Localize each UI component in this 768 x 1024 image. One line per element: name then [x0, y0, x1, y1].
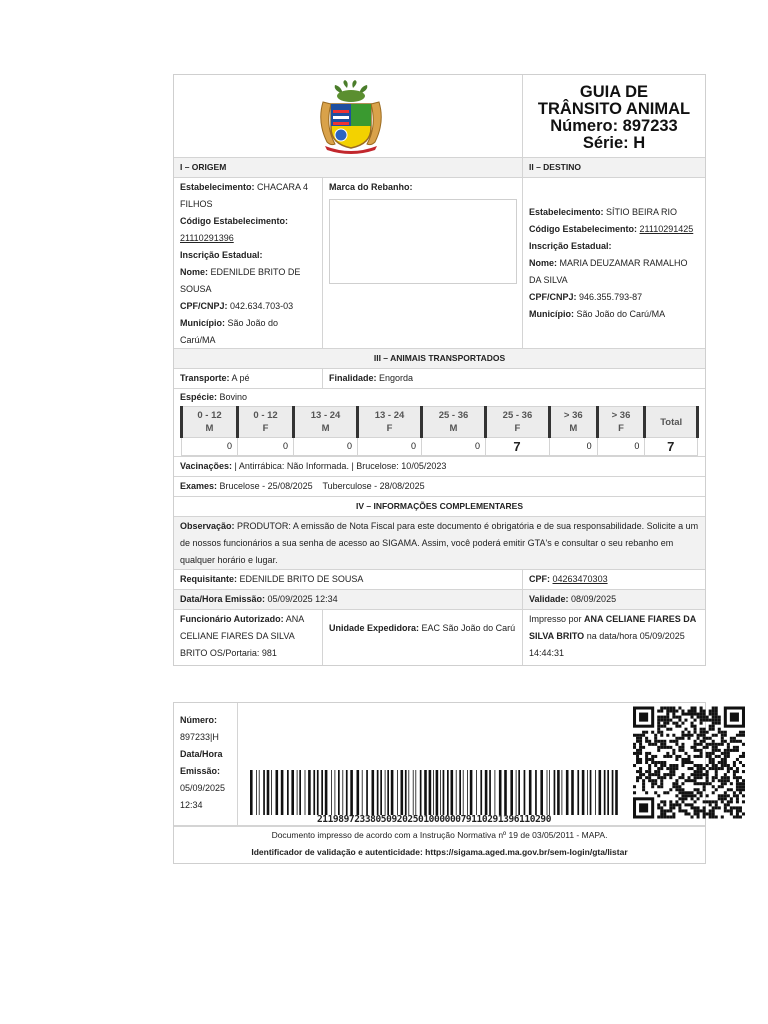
requester-cell: Requisitante: EDENILDE BRITO DE SOUSA: [180, 574, 364, 584]
vaccinations-row: [174, 457, 705, 477]
destination-section-title: II – DESTINO: [522, 158, 705, 177]
species-row: [174, 389, 705, 406]
authorized-employee-cell: Funcionário Autorizado: ANA CELIANE FIARES DA SILVA BRITO OS/Portaria: 981: [180, 614, 304, 658]
animals-table-values: [182, 438, 698, 456]
herd-brand-cell: [322, 178, 522, 348]
state-coat-of-arms-icon: [317, 80, 385, 154]
origin-destination-headers: [174, 158, 705, 178]
info-section-title: IV – INFORMAÇÕES COMPLEMENTARES: [355, 501, 524, 511]
origin-details: [174, 178, 322, 348]
origin-name: Nome: EDENILDE BRITO DE SOUSA: [180, 267, 301, 294]
form-header: [174, 75, 705, 158]
requester-row: [174, 570, 705, 590]
exams-row: [174, 477, 705, 497]
species-cell: Espécie: Bovino: [180, 392, 248, 402]
gta-form: [173, 74, 706, 666]
destination-code: Código Estabelecimento: 21110291425: [529, 224, 694, 234]
destination-name: Nome: MARIA DEUZAMAR RAMALHO DA SILVA: [529, 258, 688, 285]
stub-number-label: Número:: [180, 715, 218, 725]
age-column-2: 13 - 24 M: [294, 407, 358, 438]
herd-brand-box: [329, 199, 517, 284]
origin-code: Código Estabelecimento: 21110291396: [180, 216, 289, 243]
stub-date-label: Data/Hora Emissão:: [180, 749, 223, 776]
animals-table: [180, 406, 699, 456]
vaccinations-cell: Vacinações: | Antirrábica: Não Informada. | Brucelose: 10/05/2023: [180, 461, 447, 471]
destination-municipality: Município: São João do Carú/MA: [529, 309, 666, 319]
purpose-cell: Finalidade: Engorda: [322, 369, 705, 388]
origin-section-title: I – ORIGEM: [180, 162, 227, 172]
origin-cpf: CPF/CNPJ: 042.634.703-03: [180, 301, 294, 311]
stub-number-value: 897233|H: [180, 732, 219, 742]
info-section-header: [174, 497, 705, 517]
doc-note: Documento impresso de acordo com a Instrução Normativa nº 19 de 03/05/2011 - MAPA.: [174, 826, 705, 844]
count-cell: 0: [597, 438, 645, 456]
transport-cell: Transporte: A pé: [180, 373, 250, 383]
logo-cell: [174, 75, 522, 157]
origin-establishment: Estabelecimento: CHACARA 4 FILHOS: [180, 182, 309, 209]
animals-table-row: [174, 406, 705, 457]
count-cell: 0: [358, 438, 422, 456]
animals-table-header: [182, 407, 698, 438]
exams-cell: Exames: Brucelose - 25/08/2025 Tuberculose - 28/08/2025: [180, 481, 425, 491]
destination-state-registration: Inscrição Estadual:: [529, 241, 612, 251]
animals-section-header: [174, 349, 705, 369]
origin-municipality: Município: São João do Carú/MA: [180, 318, 279, 345]
issue-date-cell: Data/Hora Emissão: 05/09/2025 12:34: [180, 594, 338, 604]
count-cell: 0: [294, 438, 358, 456]
age-column-6: > 36 M: [549, 407, 597, 438]
stub-date-value: 05/09/2025 12:34: [180, 783, 226, 810]
total-column: Total: [645, 407, 698, 438]
count-cell: 0: [549, 438, 597, 456]
age-column-1: 0 - 12 F: [238, 407, 294, 438]
issuing-unit-cell: Unidade Expedidora: EAC São João do Carú: [322, 610, 522, 665]
count-cell: 0: [182, 438, 238, 456]
count-cell: 0: [422, 438, 486, 456]
title-line-1: GUIA DE: [579, 83, 649, 101]
observation-cell: Observação: PRODUTOR: A emissão de Nota Fiscal para este documento é obrigatória e de sua responsabilidade. Solicite a um de nossos funcionários a sua senha de acesso ao SIGAMA. Assim, você poderá emitir GTA's e consultar o seu rebanho em qualquer horário e lugar.: [180, 521, 699, 565]
stub-info-cell: [174, 703, 237, 825]
barcode-number: 21198972338050920250100000079110291396110290: [316, 814, 552, 825]
origin-state-registration: Inscrição Estadual:: [180, 250, 263, 260]
validation-identifier: Identificador de validação e autenticidade: https://sigama.aged.ma.gov.br/sem-login/gta/listar: [251, 847, 628, 857]
title-line-2: TRÂNSITO ANIMAL: [537, 100, 691, 118]
issue-date-row: [174, 590, 705, 610]
requester-cpf-cell: CPF: 04263470303: [522, 570, 705, 589]
transport-row: [174, 369, 705, 389]
herd-brand-label: Marca do Rebanho:: [329, 182, 413, 192]
validity-cell: Validade: 08/09/2025: [522, 590, 705, 609]
destination-establishment: Estabelecimento: SÍTIO BEIRA RIO: [529, 207, 678, 217]
count-cell: 0: [238, 438, 294, 456]
authorization-row: [174, 610, 705, 665]
age-column-4: 25 - 36 M: [422, 407, 486, 438]
destination-details: [522, 178, 705, 348]
guide-number: Número: 897233: [550, 117, 678, 135]
age-column-0: 0 - 12 M: [182, 407, 238, 438]
count-cell: 7: [485, 438, 549, 456]
total-count-cell: 7: [645, 438, 698, 456]
qr-code-icon[interactable]: [633, 706, 745, 819]
observation-row: [174, 517, 705, 570]
destination-cpf: CPF/CNPJ: 946.355.793-87: [529, 292, 643, 302]
title-cell: [522, 75, 705, 157]
animals-section-title: III – ANIMAIS TRANSPORTADOS: [373, 353, 506, 363]
printed-by-cell: Impresso por ANA CELIANE FIARES DA SILVA BRITO na data/hora 05/09/2025 14:44:31: [522, 610, 705, 665]
origin-destination-body: [174, 178, 705, 349]
age-column-5: 25 - 36 F: [485, 407, 549, 438]
age-column-3: 13 - 24 F: [358, 407, 422, 438]
age-column-7: > 36 F: [597, 407, 645, 438]
guide-series: Série: H: [582, 134, 646, 152]
barcode-icon: [250, 770, 618, 815]
